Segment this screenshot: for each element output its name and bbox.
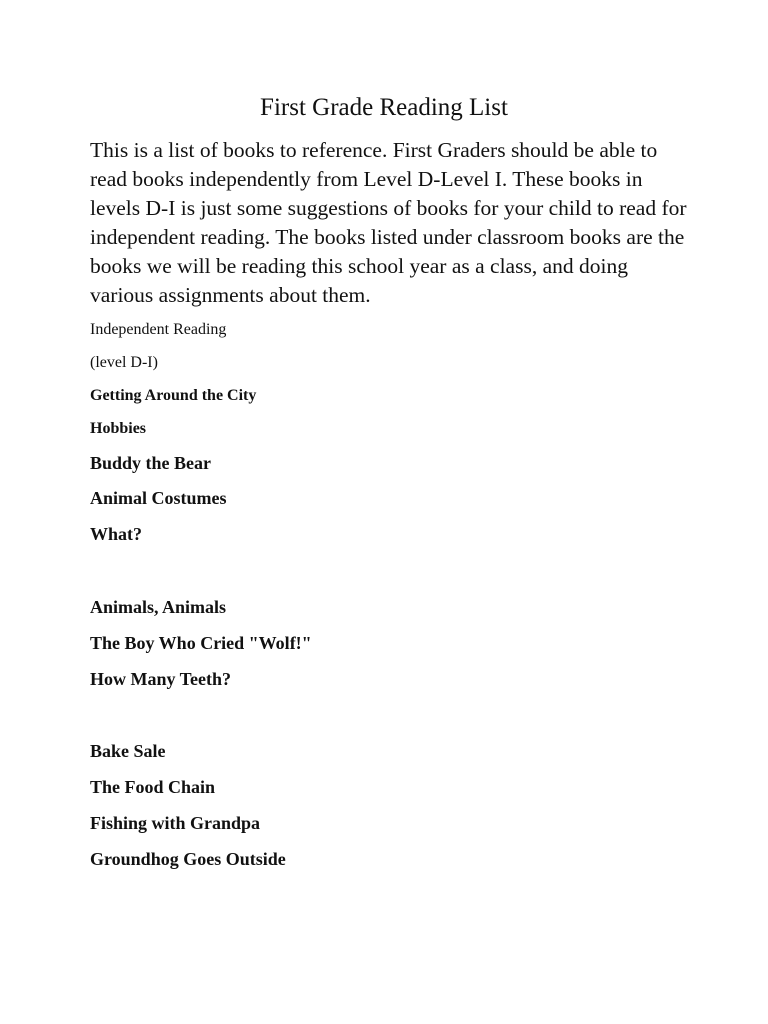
- book-title: Buddy the Bear: [90, 453, 212, 473]
- book-title: The Food Chain: [90, 777, 216, 797]
- book-title: Getting Around the City: [90, 387, 257, 404]
- section-heading: Independent Reading: [90, 321, 227, 338]
- book-title: The Boy Who Cried "Wolf!": [90, 633, 312, 653]
- book-title: Fishing with Grandpa: [90, 813, 261, 833]
- page-title: First Grade Reading List: [260, 94, 508, 121]
- book-title: Hobbies: [90, 420, 147, 437]
- book-title: What?: [90, 524, 143, 544]
- book-title: Animal Costumes: [90, 488, 227, 508]
- intro-paragraph: This is a list of books to reference. First Graders should be able to read books independently from Level D-Level I. These books in levels D-I is just some suggestions of books for your child to read for independent reading. The books listed under classroom books are the books we will be reading this school year as a class, and doing various assignments about them.: [90, 138, 687, 307]
- book-title: Groundhog Goes Outside: [90, 849, 286, 869]
- book-title: How Many Teeth?: [90, 669, 232, 689]
- book-title: Bake Sale: [90, 741, 166, 761]
- book-title: Animals, Animals: [90, 597, 227, 617]
- section-subheading: (level D-I): [90, 354, 158, 371]
